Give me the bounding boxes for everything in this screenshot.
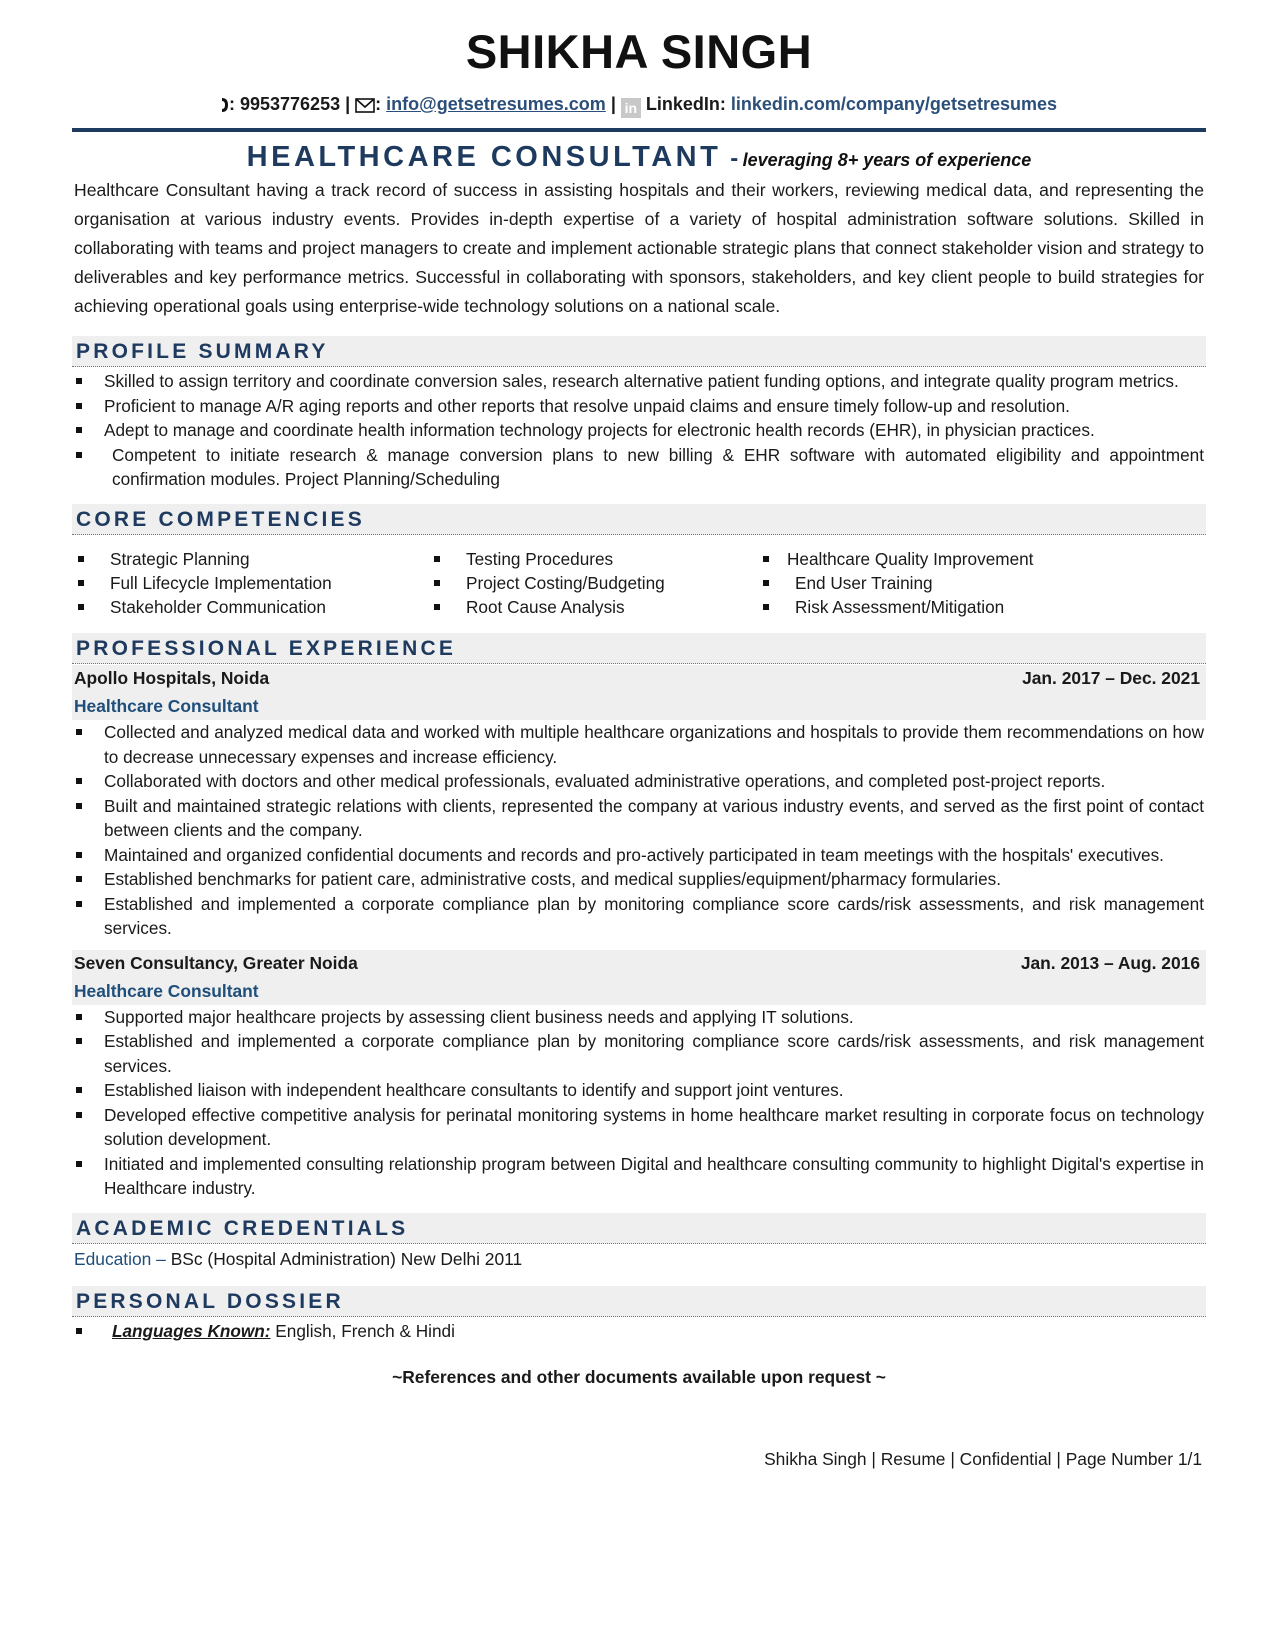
separator: | xyxy=(345,94,356,114)
references-note: ~References and other documents available upon request ~ xyxy=(392,1367,886,1388)
list-item: Strategic Planning xyxy=(72,547,429,571)
list-item: Built and maintained strategic relations with clients, represented the company at various industry events, and served as the first point of contact between clients and the company. xyxy=(72,794,1206,843)
job-header xyxy=(72,950,1206,1005)
profile-summary-list xyxy=(72,369,1206,492)
section-header-professional-experience xyxy=(72,633,1206,664)
list-item: Maintained and organized confidential documents and records and pro-actively participated in team meetings with the hospitals' executives. xyxy=(72,843,1206,868)
section-header-personal-dossier xyxy=(72,1286,1206,1317)
mail-icon xyxy=(355,95,375,119)
list-item: Established and implemented a corporate compliance plan by monitoring compliance score cards/risk assessments, and risk management services. xyxy=(72,892,1206,941)
languages-label: Languages Known: xyxy=(112,1320,271,1341)
competencies-column xyxy=(72,547,429,620)
competencies-column xyxy=(429,547,759,620)
education-value: BSc (Hospital Administration) New Delhi 2011 xyxy=(165,1248,523,1269)
education-line xyxy=(72,1245,1206,1273)
list-item xyxy=(72,1319,1206,1344)
linkedin-label: LinkedIn: xyxy=(645,94,726,114)
list-item: Skilled to assign territory and coordinate conversion sales, research alternative patient funding options, and integrate quality program metrics. xyxy=(72,369,1206,394)
list-item: Supported major healthcare projects by assessing client business needs and applying IT solutions. xyxy=(72,1005,1206,1030)
list-item: Established liaison with independent healthcare consultants to identify and support joint ventures. xyxy=(72,1078,1206,1103)
personal-list xyxy=(72,1319,1206,1344)
list-item: Established benchmarks for patient care, administrative costs, and medical supplies/equipment/pharmacy formularies. xyxy=(72,867,1206,892)
linkedin-link[interactable]: linkedin.com/company/getsetresumes xyxy=(730,94,1057,114)
list-item: Healthcare Quality Improvement xyxy=(759,547,1199,571)
list-item: Full Lifecycle Implementation xyxy=(72,571,429,595)
phone-number: : 9953776253 xyxy=(228,94,341,114)
list-item: Project Costing/Budgeting xyxy=(429,571,759,595)
section-title: PROFILE SUMMARY xyxy=(76,340,329,363)
job-dates: Jan. 2013 – Aug. 2016 xyxy=(1020,952,1200,973)
list-item: Established and implemented a corporate compliance plan by monitoring compliance score cards/risk assessments, and risk management services. xyxy=(72,1029,1206,1078)
competencies-column xyxy=(759,547,1199,620)
list-item: End User Training xyxy=(759,571,1199,595)
list-item: Developed effective competitive analysis for perinatal monitoring systems in home healthcare market resulting in corporate focus on technology solution development. xyxy=(72,1103,1206,1152)
page-footer: Shikha Singh | Resume | Confidential | Page Number 1/1 xyxy=(764,1449,1202,1469)
company-name: Seven Consultancy, Greater Noida xyxy=(74,952,358,973)
list-item: Root Cause Analysis xyxy=(429,595,759,619)
list-item: Risk Assessment/Mitigation xyxy=(759,595,1199,619)
job-role: Healthcare Consultant xyxy=(74,696,259,717)
section-header-core-competencies xyxy=(72,504,1206,535)
list-item: Initiated and implemented consulting relationship program between Digital and healthcare consulting community to highlight Digital's expertise in Healthcare industry. xyxy=(72,1152,1206,1201)
job-bullets xyxy=(72,720,1206,941)
list-item: Proficient to manage A/R aging reports and other reports that resolve unpaid claims and ensure timely follow-up and resolution. xyxy=(72,394,1206,419)
headline-title: HEALTHCARE CONSULTANT xyxy=(246,141,722,173)
company-name: Apollo Hospitals, Noida xyxy=(74,668,270,689)
list-item: Collaborated with doctors and other medical professionals, evaluated administrative operations, and completed post-project reports. xyxy=(72,769,1206,794)
section-title: CORE COMPETENCIES xyxy=(76,507,365,531)
phone-icon xyxy=(221,95,229,119)
section-header-academic-credentials xyxy=(72,1213,1206,1244)
header-divider xyxy=(72,128,1206,132)
list-item: Competent to initiate research & manage conversion plans to new billing & EHR software with automated eligibility and appointment confirmation modules. Project Planning/Scheduling xyxy=(72,443,1206,492)
competencies-grid xyxy=(72,547,1206,620)
headline-tagline: leveraging 8+ years of experience xyxy=(742,150,1032,170)
job-bullets xyxy=(72,1005,1206,1201)
section-title: ACADEMIC CREDENTIALS xyxy=(76,1216,409,1240)
section-title: PROFESSIONAL EXPERIENCE xyxy=(76,637,457,661)
headline-dash: - xyxy=(730,145,739,172)
section-header-profile-summary xyxy=(72,336,1206,367)
list-item: Testing Procedures xyxy=(429,547,759,571)
list-item: Adept to manage and coordinate health information technology projects for electronic health records (EHR), in physician practices. xyxy=(72,418,1206,443)
candidate-name: SHIKHA SINGH xyxy=(465,25,813,78)
list-item: Collected and analyzed medical data and worked with multiple healthcare organizations and hospitals to provide them recommendations on how to decrease unnecessary expenses and increase efficiency. xyxy=(72,720,1206,769)
resume-page xyxy=(72,0,1206,1469)
job-dates: Jan. 2017 – Dec. 2021 xyxy=(1022,668,1200,689)
headline xyxy=(72,140,1206,174)
languages-value: English, French & Hindi xyxy=(270,1320,455,1341)
linkedin-icon: in xyxy=(621,98,641,118)
section-title: PERSONAL DOSSIER xyxy=(76,1289,344,1313)
email-link[interactable]: info@getsetresumes.com xyxy=(386,94,606,114)
separator: | xyxy=(610,94,621,114)
contact-line xyxy=(72,92,1206,119)
job-header xyxy=(72,665,1206,720)
list-item: Stakeholder Communication xyxy=(72,595,429,619)
intro-paragraph: Healthcare Consultant having a track record of success in assisting hospitals and their workers, reviewing medical data, and representing the organisation at various industry events. Provides in-depth expertise of a variety of hospital administration software solutions. Skilled in collaborating with teams and project managers to create and implement actionable strategic plans that connect stakeholder vision and strategy to deliverables and key performance metrics. Successful in collaborating with sponsors, stakeholders, and key client people to build strategies for achieving operational goals using enterprise-wide technology solutions on a national scale. xyxy=(74,180,1204,316)
education-label: Education – xyxy=(74,1248,166,1269)
email-label: : xyxy=(375,94,382,114)
job-role: Healthcare Consultant xyxy=(74,980,259,1001)
